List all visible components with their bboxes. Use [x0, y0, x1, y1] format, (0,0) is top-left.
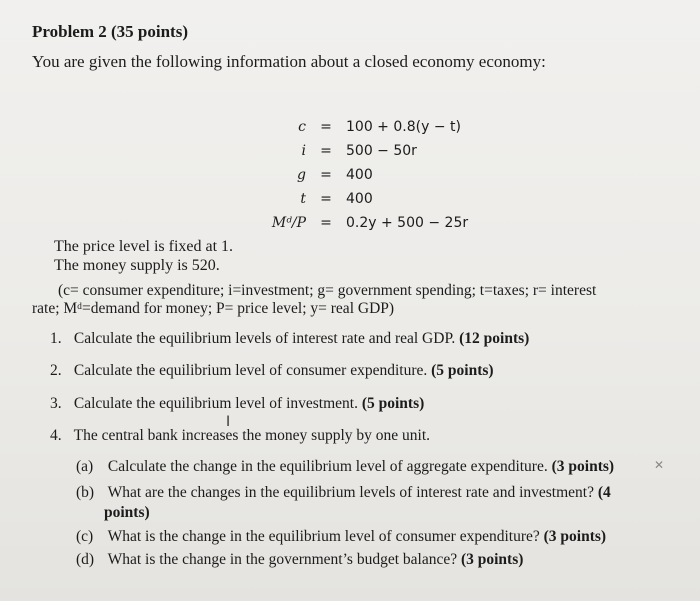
equation-lhs: Mᵈ/P	[271, 215, 306, 231]
subquestion-text: What is the change in the equilibrium level of consumer expenditure?	[107, 528, 540, 545]
question-text: The central bank increases the money supply by one unit.	[73, 427, 431, 444]
subquestion-label: (b)	[76, 484, 95, 501]
subquestion-label: (d)	[76, 551, 95, 568]
subquestion-b-points-continued: points)	[104, 504, 150, 521]
equation-row	[258, 163, 468, 187]
equation-lhs: g	[297, 167, 306, 183]
question-text: Calculate the equilibrium level of investment.	[73, 395, 358, 412]
equation-row	[258, 139, 468, 163]
equation-rhs: 500 − 50r	[346, 143, 417, 159]
subquestion-c	[76, 528, 606, 546]
subquestion-b	[76, 484, 611, 502]
equation-lhs: c	[298, 119, 306, 135]
question-2	[50, 362, 494, 380]
question-number: 3.	[50, 395, 62, 412]
subquestion-text: What is the change in the government’s budget balance?	[107, 551, 458, 568]
question-points: (5 points)	[361, 395, 425, 412]
question-text: Calculate the equilibrium level of consumer expenditure.	[73, 362, 428, 379]
question-points: (5 points)	[431, 362, 494, 379]
definitions-line-2: rate; Mᵈ=demand for money; P= price level; y= real GDP)	[32, 300, 395, 317]
equation-lhs: i	[301, 143, 306, 159]
question-4	[50, 427, 430, 445]
equation-lhs: t	[300, 191, 306, 207]
equation-sign: =	[320, 167, 332, 183]
subquestion-d	[76, 551, 523, 569]
subquestion-text: What are the changes in the equilibrium levels of interest rate and investment?	[107, 484, 594, 501]
question-text: Calculate the equilibrium levels of interest rate and real GDP.	[73, 330, 456, 347]
text-cursor-icon: I	[226, 414, 231, 430]
subquestion-label: (a)	[76, 458, 94, 475]
question-number: 1.	[50, 330, 62, 347]
equation-table	[258, 115, 468, 235]
equation-sign: =	[320, 191, 332, 207]
definitions-line-1: (c= consumer expenditure; i=investment; g= government spending; t=taxes; r= interest	[58, 282, 597, 299]
equation-rhs: 400	[346, 167, 373, 183]
equation-sign: =	[320, 215, 332, 231]
subquestion-points: (4	[597, 484, 611, 501]
price-level-text: The price level is fixed at 1.	[54, 238, 234, 255]
question-1	[50, 330, 529, 348]
equation-rhs: 0.2y + 500 − 25r	[346, 215, 469, 231]
subquestion-points: (3 points)	[460, 551, 524, 568]
question-points: (12 points)	[459, 330, 530, 347]
intro-text: You are given the following information about a closed economy economy:	[32, 52, 546, 71]
problem-title: Problem 2 (35 points)	[32, 22, 188, 41]
equation-row	[258, 187, 468, 211]
question-number: 4.	[50, 427, 62, 444]
subquestion-a	[76, 458, 614, 476]
subquestion-points: (3 points)	[543, 528, 607, 545]
question-3	[50, 395, 424, 413]
equation-row	[258, 115, 468, 139]
subquestion-label: (c)	[76, 528, 94, 545]
subquestion-points: (3 points)	[551, 458, 615, 475]
equation-sign: =	[320, 119, 332, 135]
equation-rhs: 100 + 0.8(y − t)	[346, 119, 461, 135]
equation-sign: =	[320, 143, 332, 159]
equation-rhs: 400	[346, 191, 373, 207]
corner-mark-icon: ✕	[654, 458, 665, 472]
question-number: 2.	[50, 362, 62, 379]
equation-row	[258, 211, 468, 235]
subquestion-text: Calculate the change in the equilibrium level of aggregate expenditure.	[107, 458, 548, 475]
money-supply-text: The money supply is 520.	[54, 257, 220, 274]
